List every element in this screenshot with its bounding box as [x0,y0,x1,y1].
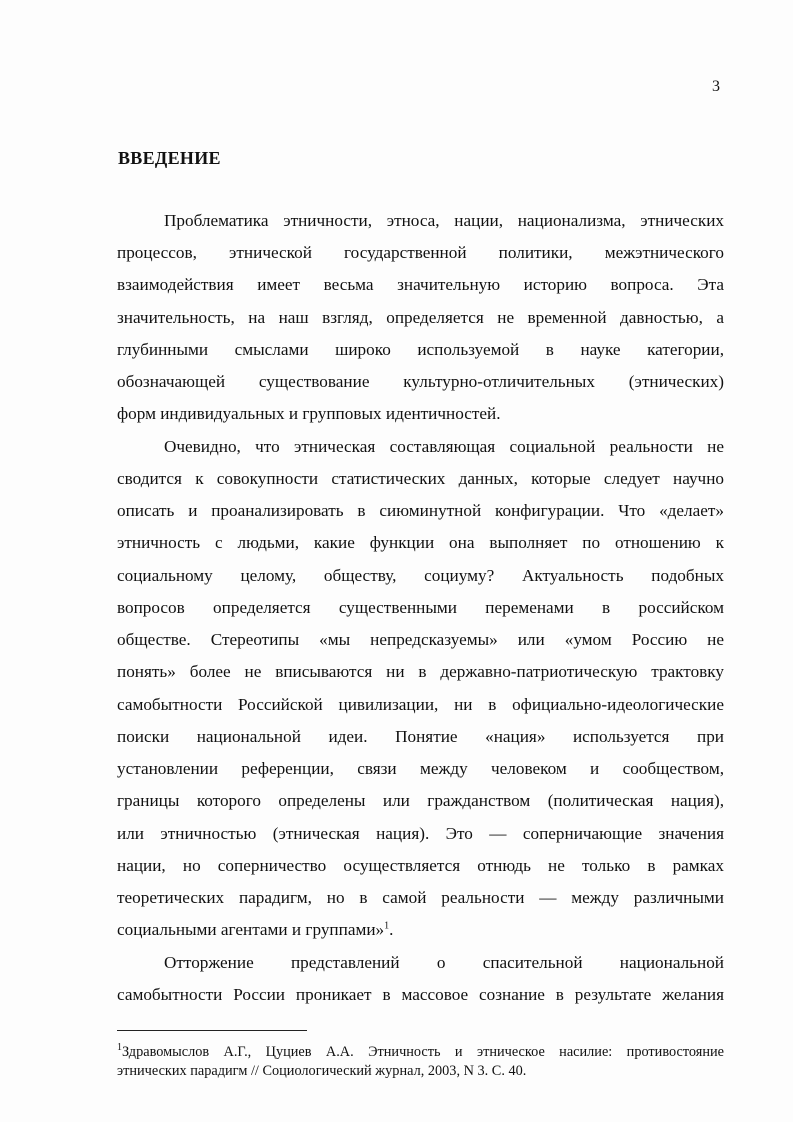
paragraph-1-line: форм индивидуальных и групповых идентичностей. [117,404,501,423]
paragraph-2-line: нации, но соперничество осуществляется отнюдь не только в рамках [117,856,724,875]
paragraph-1-line: глубинными смыслами широко используемой в науке категории, [117,340,724,359]
paragraph-2-line: самобытности Российской цивилизации, ни в официально-идеологические [117,695,724,714]
paragraph-1-line: обозначающей существование культурно-отличительных (этнических) [117,372,724,391]
paragraph-2-line: или этничностью (этническая нация). Это — соперничающие значения [117,824,724,843]
footnote-mark: 1 [117,1042,122,1054]
paragraph-2-line: сводится к совокупности статистических данных, которые следует научно [117,469,724,488]
paragraph-2-line: вопросов определяется существенными переменами в российском [117,598,724,617]
page-number: 3 [712,78,720,95]
paragraph-2-line: социальными агентами и группами» [117,920,385,939]
sentence-end: . [389,920,394,939]
paragraph-1-line: значительность, на наш взгляд, определяется не временной давностью, а [117,308,724,327]
paragraph-1-line: взаимодействия имеет весьма значительную историю вопроса. Эта [117,275,724,294]
paragraph-3-line: самобытности России проникает в массовое сознание в результате желания [117,985,724,1004]
paragraph-1-line: процессов, этнической государственной политики, межэтнического [117,243,724,262]
footnote-line: этнических парадигм // Социологический журнал, 2003, N 3. С. 40. [117,1063,527,1079]
paragraph-2-line: Очевидно, что этническая составляющая социальной реальности не [164,437,724,456]
paragraph-1-line: Проблематика этничности, этноса, нации, национализма, этнических [164,211,724,230]
paragraph-2-line: понять» более не вписываются ни в державно-патриотическую трактовку [117,662,724,681]
paragraph-2-line: обществе. Стереотипы «мы непредсказуемы» или «умом Россию не [117,630,724,649]
footnote-reference[interactable]: 1 [384,920,390,932]
footnote-line [117,1043,724,1061]
paragraph-2-line: социальному целому, обществу, социуму? Актуальность подобных [117,566,724,585]
footnote-divider [117,1030,307,1031]
paragraph-2-last-line [117,919,724,941]
paragraph-2-line: описать и проанализировать в сиюминутной конфигурации. Что «делает» [117,501,724,520]
paragraph-3-line: Отторжение представлений о спасительной национальной [164,953,724,972]
paragraph-2-line: поиски национальной идеи. Понятие «нация» используется при [117,727,724,746]
paragraph-2-line: установлении референции, связи между человеком и сообществом, [117,759,724,778]
paragraph-2-line: границы которого определены или гражданством (политическая нация), [117,791,724,810]
paragraph-2-line: этничность с людьми, какие функции она выполняет по отношению к [117,533,724,552]
section-heading: ВВЕДЕНИЕ [118,148,221,168]
paragraph-2-line: теоретических парадигм, но в самой реальности — между различными [117,888,724,907]
footnote-text: Здравомыслов А.Г., Цуциев А.А. Этничность и этническое насилие: противостояние [122,1044,724,1060]
